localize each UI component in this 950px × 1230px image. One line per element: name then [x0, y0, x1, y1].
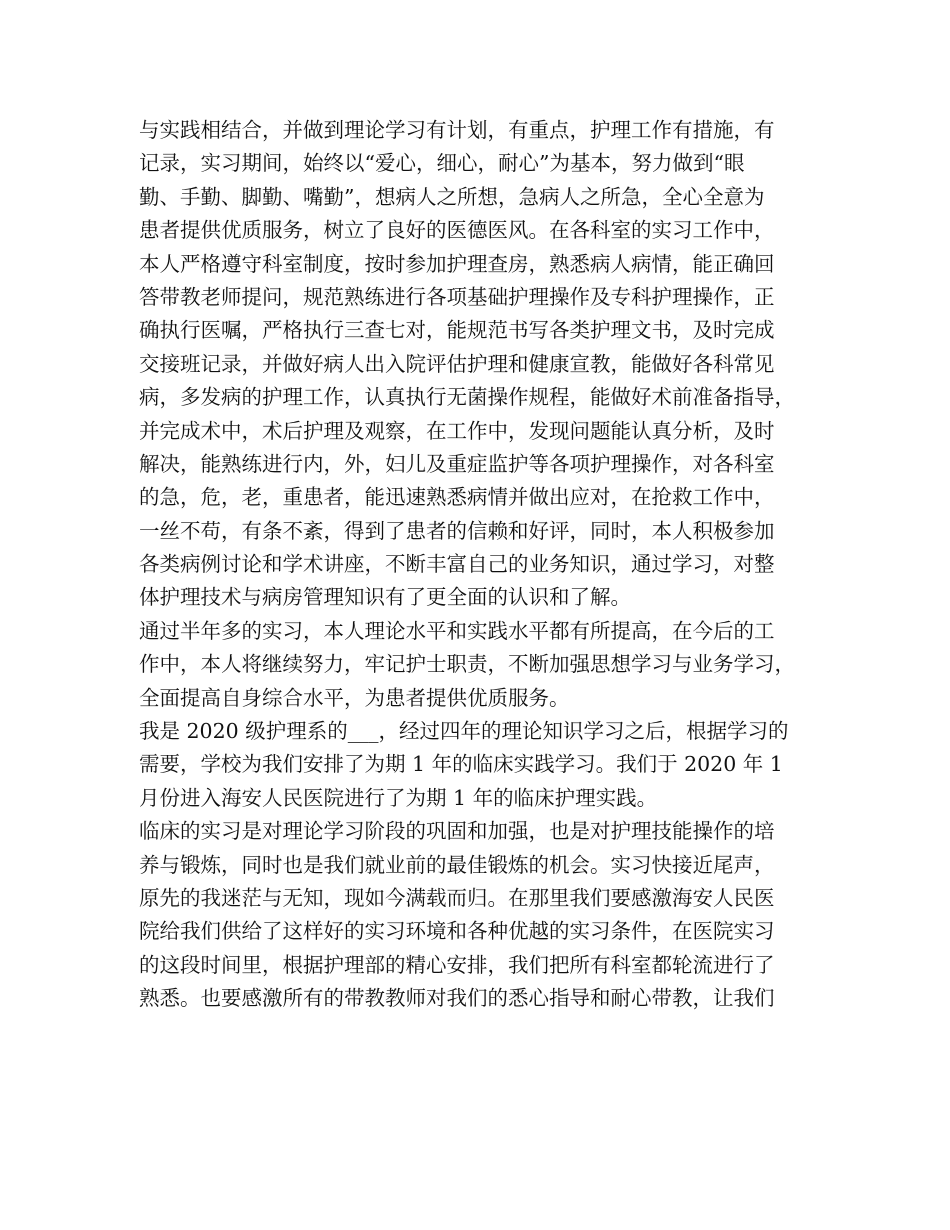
- text-line: 与实践相结合，并做到理论学习有计划，有重点，护理工作有措施，有: [139, 118, 775, 142]
- text-line: 熟悉。也要感激所有的带教教师对我们的悉心指导和耐心带教，让我们: [139, 986, 775, 1011]
- document-body: [139, 114, 829, 1016]
- text-line: 本人严格遵守科室制度，按时参加护理查房，熟悉病人病情，能正确回: [139, 251, 775, 276]
- text-line: 临床的实习是对理论学习阶段的巩固和加强，也是对护理技能操作的培: [139, 819, 775, 844]
- text-line: 通过半年多的实习，本人理论水平和实践水平都有所提高，在今后的工: [139, 618, 775, 643]
- text-line: 确执行医嘱，严格执行三查七对，能规范书写各类护理文书，及时完成: [139, 318, 775, 343]
- text-line: 作中，本人将继续努力，牢记护士职责，不断加强思想学习与业务学习，: [139, 652, 795, 677]
- text-line: 交接班记录，并做好病人出入院评估护理和健康宣教，能做好各科常见: [139, 351, 775, 376]
- text-line: 我是 2020 级护理系的___，经过四年的理论知识学习之后，根据学习的: [139, 719, 789, 744]
- text-line: 需要，学校为我们安排了为期 1 年的临床实践学习。我们于 2020 年 1: [139, 752, 783, 777]
- text-line: 病，多发病的护理工作，认真执行无菌操作规程，能做好术前准备指导，: [139, 385, 795, 410]
- text-line: 全面提高自身综合水平，为患者提供优质服务。: [139, 685, 570, 710]
- text-line: 解决，能熟练进行内，外，妇儿及重症监护等各项护理操作，对各科室: [139, 451, 775, 476]
- text-line: 勤、手勤、脚勤、嘴勤”，想病人之所想，急病人之所急，全心全意为: [139, 184, 765, 209]
- text-line: 院给我们供给了这样好的实习环境和各种优越的实习条件，在医院实习: [139, 919, 775, 944]
- text-line: 原先的我迷茫与无知，现如今满载而归。在那里我们要感激海安人民医: [139, 885, 775, 910]
- text-line: 患者提供优质服务，树立了良好的医德医风。在各科室的实习工作中，: [139, 218, 775, 243]
- text-line: 一丝不苟，有条不紊，得到了患者的信赖和好评，同时，本人积极参加: [139, 518, 775, 543]
- text-line: 体护理技术与病房管理知识有了更全面的认识和了解。: [139, 585, 631, 610]
- text-line: 的急，危，老，重患者，能迅速熟悉病情并做出应对，在抢救工作中，: [139, 485, 775, 510]
- text-line: 答带教老师提问，规范熟练进行各项基础护理操作及专科护理操作，正: [139, 284, 775, 309]
- text-line: 月份进入海安人民医院进行了为期 1 年的临床护理实践。: [139, 785, 658, 810]
- text-line: 的这段时间里，根据护理部的精心安排，我们把所有科室都轮流进行了: [139, 952, 775, 977]
- text-line: 各类病例讨论和学术讲座，不断丰富自己的业务知识，通过学习，对整: [139, 552, 775, 577]
- text-line: 养与锻炼，同时也是我们就业前的最佳锻炼的机会。实习快接近尾声，: [139, 852, 775, 877]
- text-line: 记录，实习期间，始终以“爱心，细心，耐心”为基本，努力做到“眼: [139, 151, 745, 176]
- text-line: 并完成术中，术后护理及观察，在工作中，发现问题能认真分析，及时: [139, 418, 775, 443]
